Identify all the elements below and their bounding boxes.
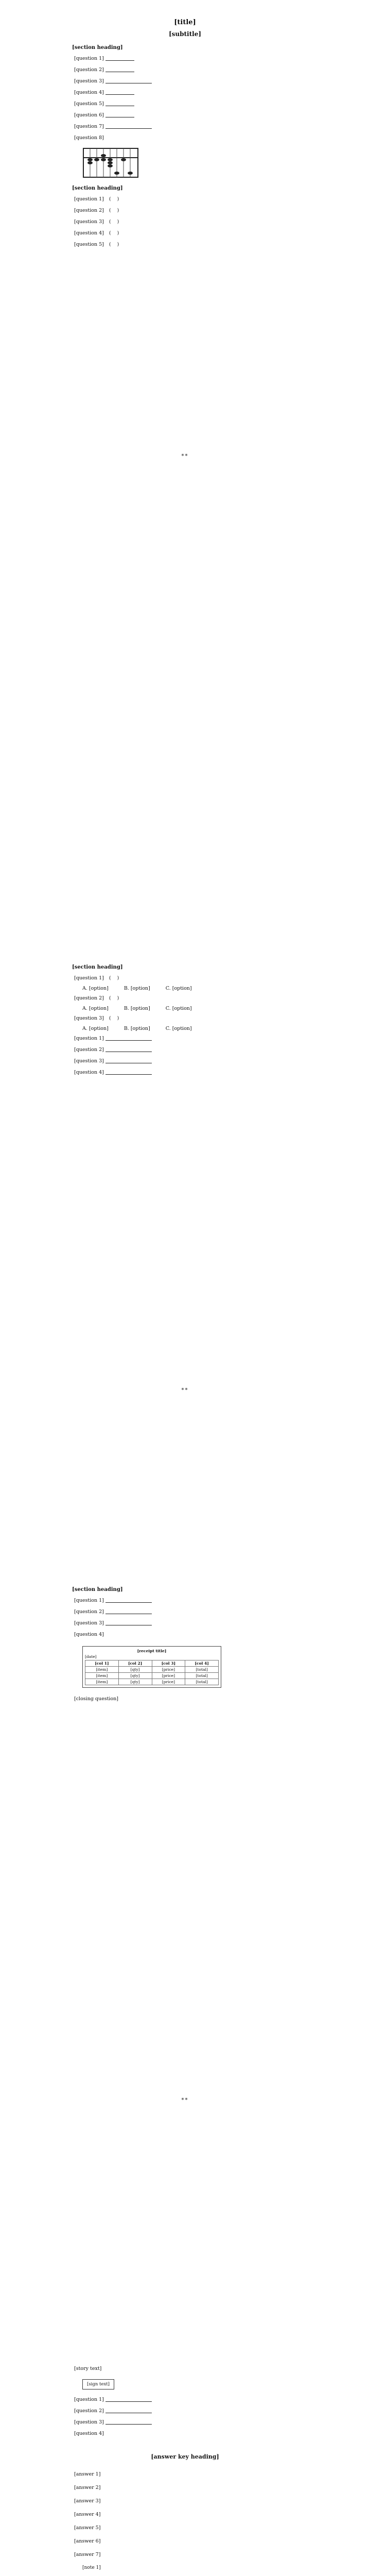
question-item: [question 4] bbox=[74, 1069, 298, 1077]
option-a[interactable]: A. [option] bbox=[82, 1026, 109, 1031]
answer-blank[interactable] bbox=[105, 94, 134, 95]
answer-blank[interactable] bbox=[105, 2401, 152, 2402]
question-item: [question 4] bbox=[74, 2431, 104, 2436]
option-b[interactable]: B. [option] bbox=[124, 986, 150, 991]
page-footer-mark: ** bbox=[181, 453, 189, 459]
question-item: [question 2] bbox=[74, 2407, 298, 2415]
page-2 bbox=[0, 787, 370, 1574]
receipt-title: [receipt title] bbox=[137, 1649, 167, 1653]
answer-note: [note 1] bbox=[82, 2565, 101, 2570]
question-item: [question 2] ( ) bbox=[74, 995, 119, 1001]
option-row bbox=[82, 1006, 298, 1011]
page-4 bbox=[0, 2362, 370, 2576]
answer-item: [answer 2] bbox=[74, 2485, 101, 2490]
question-item: [question 1] bbox=[74, 1035, 298, 1043]
question-item: [question 8] bbox=[74, 135, 104, 141]
question-item: [question 3] bbox=[74, 2418, 298, 2427]
option-a[interactable]: A. [option] bbox=[82, 986, 109, 991]
page-title: [title] bbox=[174, 19, 196, 26]
answer-blank[interactable] bbox=[105, 2424, 152, 2425]
section-choice-heading: [section heading] bbox=[72, 964, 123, 970]
receipt-header-row: [col 1] [col 2] [col 3] [col 4] bbox=[85, 1660, 219, 1667]
abacus-figure bbox=[82, 147, 139, 178]
question-item: [question 4] ( ) bbox=[74, 230, 119, 236]
question-item: [question 2] bbox=[74, 1046, 298, 1054]
answer-blank[interactable] bbox=[105, 1602, 152, 1603]
answer-item: [answer 7] bbox=[74, 2552, 101, 2557]
option-c[interactable]: C. [option] bbox=[165, 986, 192, 991]
question-item: [question 7] bbox=[74, 123, 298, 131]
table-row: [item] [qty] [price] [total] bbox=[85, 1679, 219, 1685]
question-item: [question 4] bbox=[74, 1632, 104, 1637]
question-item: [question 2] bbox=[74, 1608, 298, 1616]
question-item: [question 3] bbox=[74, 1619, 298, 1628]
receipt-table bbox=[82, 1646, 221, 1688]
answer-blank[interactable] bbox=[105, 60, 134, 61]
page-footer-mark: ** bbox=[181, 1387, 189, 1393]
story-text: [story text] bbox=[74, 2366, 102, 2371]
question-item: [question 3] ( ) bbox=[74, 1015, 119, 1021]
option-row bbox=[82, 1026, 298, 1031]
table-row: [item] [qty] [price] [total] bbox=[85, 1673, 219, 1679]
question-item: [question 1] bbox=[74, 55, 298, 63]
receipt-date: [date] bbox=[85, 1654, 97, 1659]
question-item: [question 2] ( ) bbox=[74, 208, 119, 213]
question-item: [question 1] ( ) bbox=[74, 975, 119, 981]
section-calc-heading: [section heading] bbox=[72, 1587, 123, 1592]
question-item: [question 5] bbox=[74, 100, 298, 108]
answer-item: [answer 5] bbox=[74, 2525, 101, 2531]
question-item: [closing question] bbox=[74, 1696, 119, 1702]
question-item: [question 1] bbox=[74, 1597, 298, 1605]
answer-item: [answer 3] bbox=[74, 2498, 101, 2504]
sign-box: [sign text] bbox=[82, 2379, 114, 2389]
table-row: [item] [qty] [price] [total] bbox=[85, 1667, 219, 1673]
question-item: [question 3] ( ) bbox=[74, 219, 119, 225]
answer-blank[interactable] bbox=[105, 1040, 152, 1041]
page-3 bbox=[0, 1574, 370, 2362]
page-subtitle: [subtitle] bbox=[168, 30, 202, 38]
answer-key-heading: [answer key heading] bbox=[151, 2453, 219, 2460]
section-judge-heading: [section heading] bbox=[72, 185, 123, 191]
option-b[interactable]: B. [option] bbox=[124, 1026, 150, 1031]
question-item: [question 2] bbox=[74, 66, 298, 74]
question-item: [question 1] bbox=[74, 2396, 298, 2404]
option-c[interactable]: C. [option] bbox=[165, 1026, 192, 1031]
question-item: [question 4] bbox=[74, 89, 298, 97]
answer-item: [answer 1] bbox=[74, 2471, 101, 2477]
question-item: [question 6] bbox=[74, 111, 298, 120]
answer-blank[interactable] bbox=[105, 128, 152, 129]
option-b[interactable]: B. [option] bbox=[124, 1006, 150, 1011]
answer-blank[interactable] bbox=[105, 1074, 152, 1075]
option-a[interactable]: A. [option] bbox=[82, 1006, 109, 1011]
option-row bbox=[82, 986, 298, 991]
section-fill-heading: [section heading] bbox=[72, 45, 123, 50]
option-c[interactable]: C. [option] bbox=[165, 1006, 192, 1011]
answer-item: [answer 6] bbox=[74, 2538, 101, 2544]
page-1 bbox=[0, 0, 370, 787]
question-item: [question 3] bbox=[74, 77, 298, 86]
question-item: [question 3] bbox=[74, 1057, 298, 1065]
question-item: [question 5] ( ) bbox=[74, 242, 119, 247]
question-item: [question 1] ( ) bbox=[74, 196, 119, 202]
answer-item: [answer 4] bbox=[74, 2512, 101, 2517]
page-footer-mark: ** bbox=[181, 2097, 189, 2103]
